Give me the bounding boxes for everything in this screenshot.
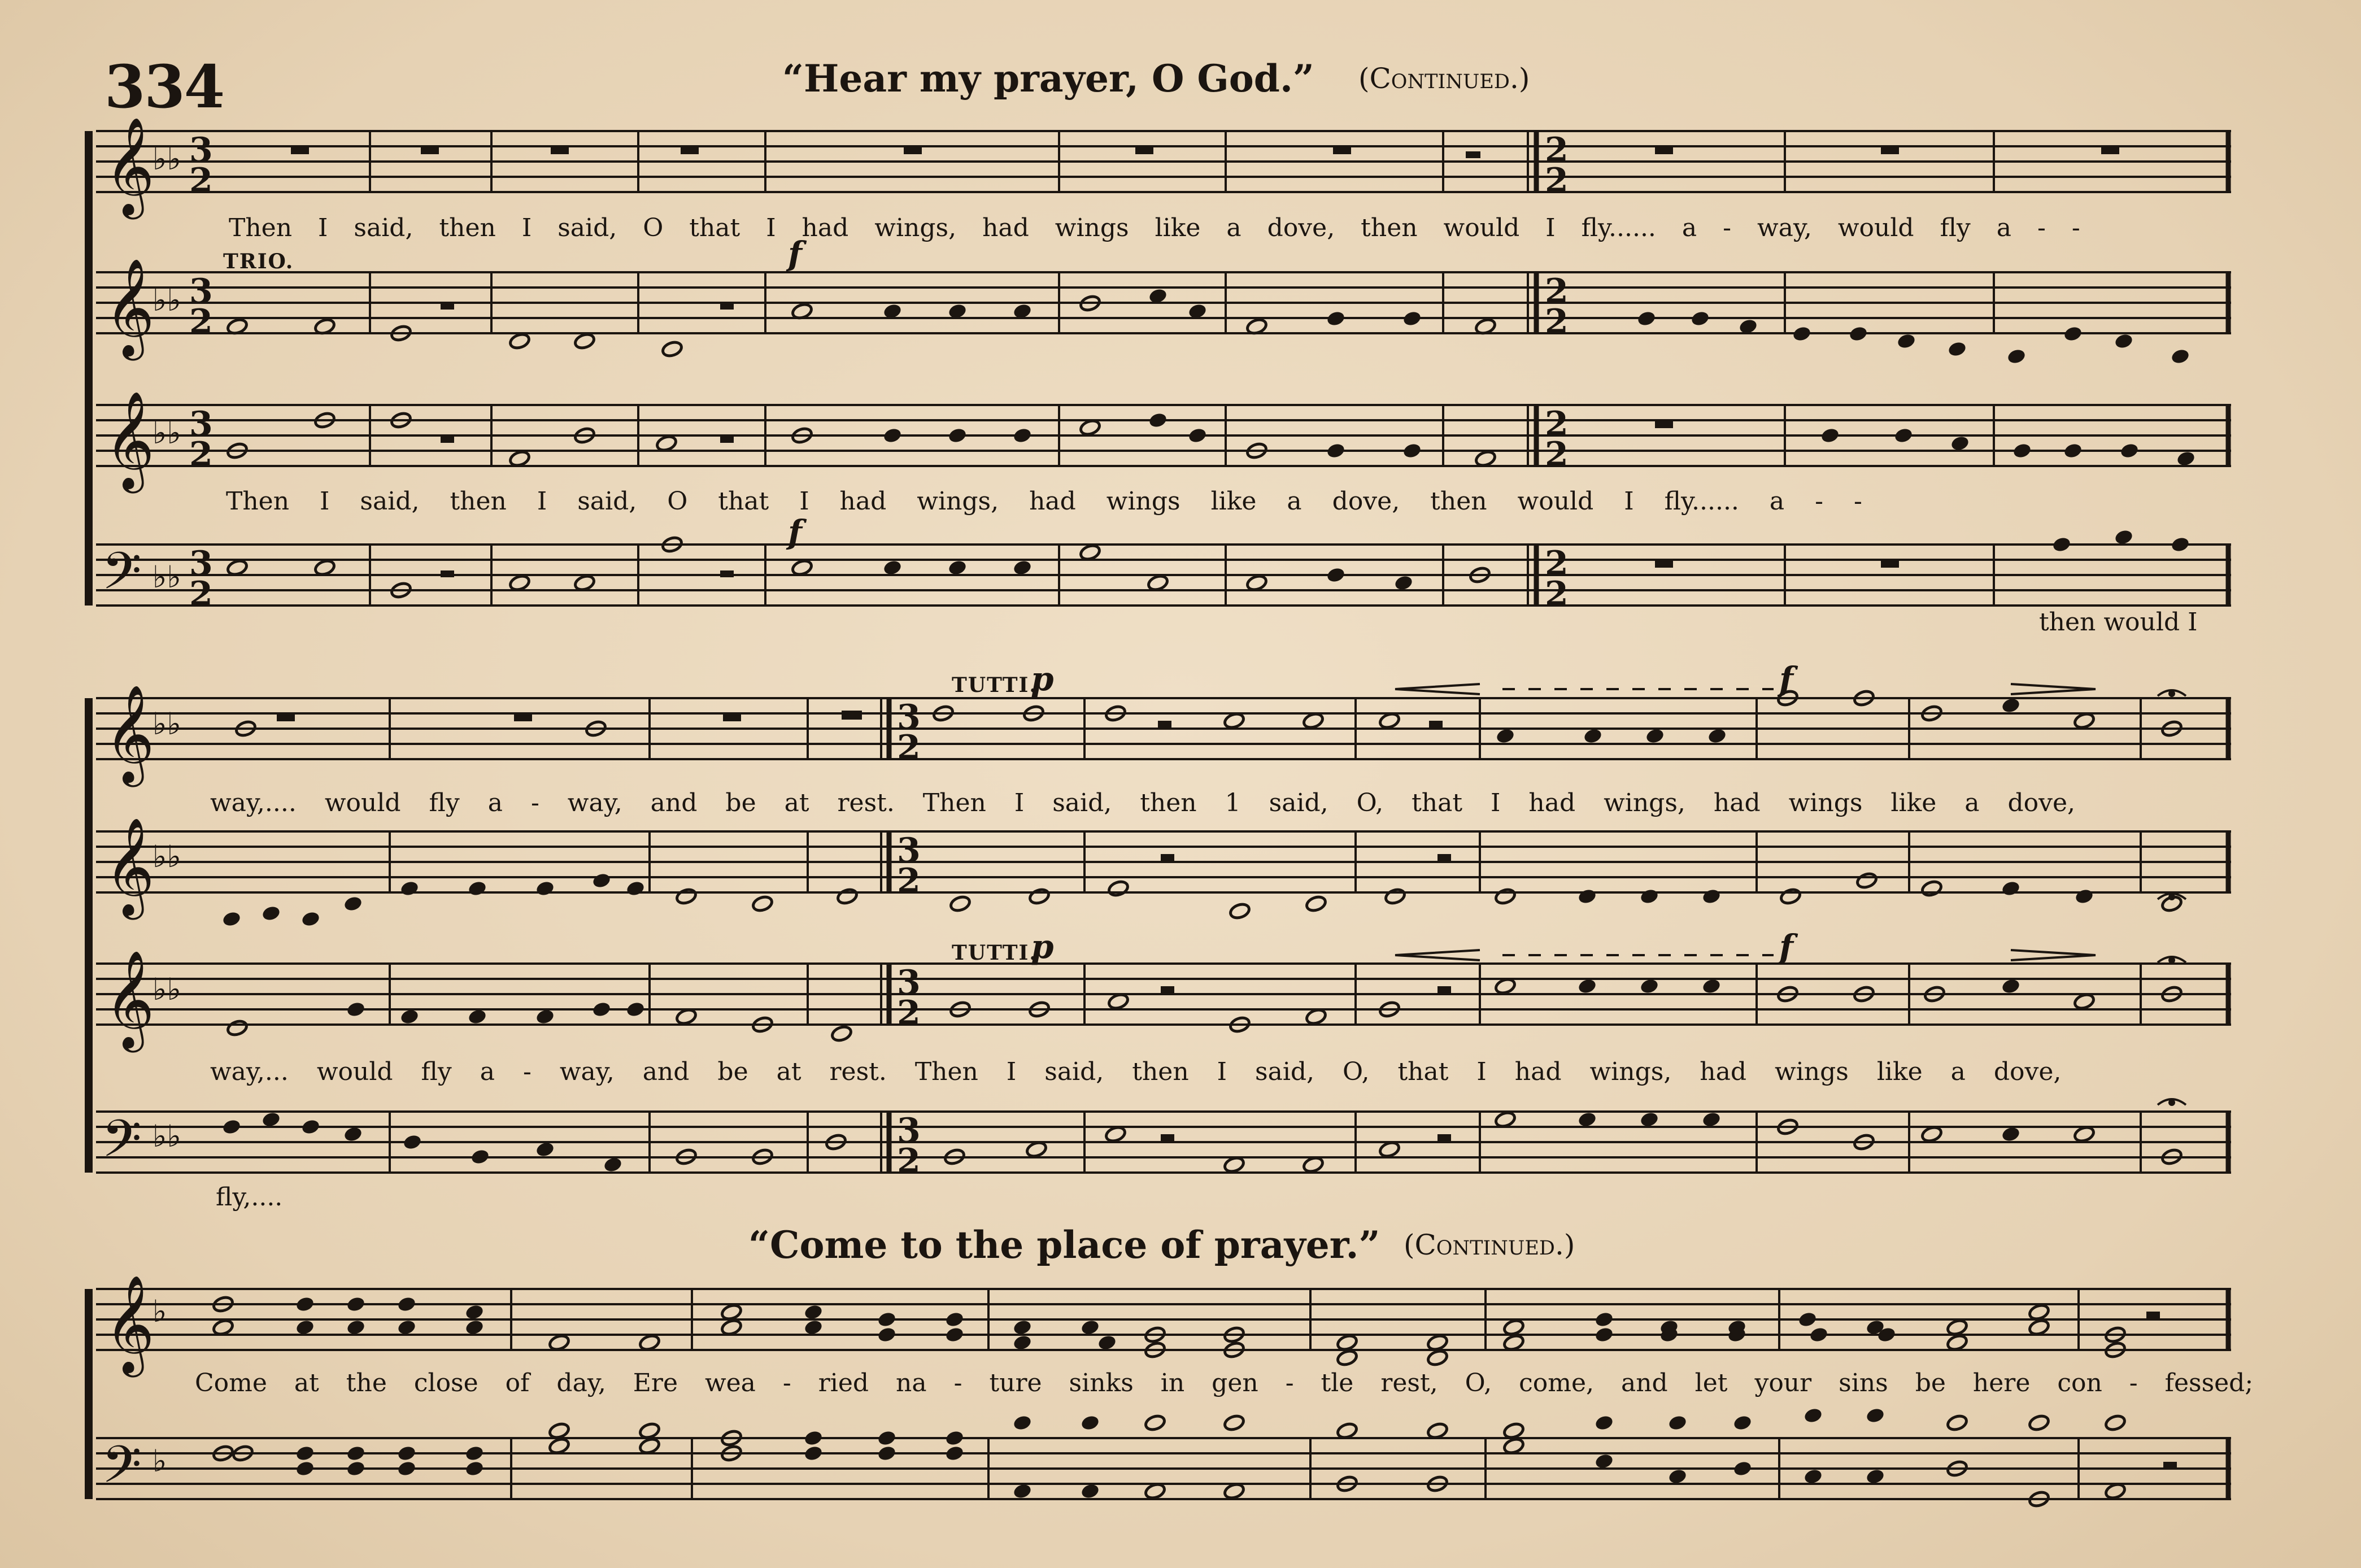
svg-text:3: 3 <box>189 272 213 311</box>
svg-text:𝄞: 𝄞 <box>104 685 155 783</box>
svg-text:2: 2 <box>1545 574 1569 614</box>
svg-text:♭: ♭ <box>153 1293 167 1329</box>
forte-mark: f <box>1779 660 1793 698</box>
svg-text:2: 2 <box>1545 435 1569 474</box>
svg-text:2: 2 <box>189 574 213 614</box>
svg-text:𝄞: 𝄞 <box>104 817 155 916</box>
tutti-label: TUTTI. <box>952 941 1038 965</box>
lyrics-sys1-bass: then would I <box>2039 608 2198 637</box>
system-1 <box>85 131 2231 606</box>
lyrics-sys1-treble: Then I said, then I said, O that I had wings, had wings like a dove, then would I fly...... a - way, would fly a - - <box>229 214 2080 242</box>
fermatas <box>2158 690 2186 1105</box>
svg-text:𝄢: 𝄢 <box>102 1435 142 1507</box>
notes-system-2 <box>221 689 2183 1174</box>
continued-label-1: (Continued.) <box>1358 62 1530 95</box>
svg-text:2: 2 <box>1545 404 1569 444</box>
forte-mark: f <box>1779 927 1793 966</box>
svg-text:𝄞: 𝄞 <box>104 391 155 489</box>
lyrics-sys2-treble: way,.... would fly a - way, and be at rest. Then I said, then 1 said, O, that I had wings, had wings like a dove, <box>210 789 2076 817</box>
svg-text:3: 3 <box>897 1111 921 1151</box>
forte-mark: f <box>788 513 802 551</box>
svg-text:𝄞: 𝄞 <box>104 258 155 356</box>
svg-text:2: 2 <box>1545 130 1569 170</box>
trio-label: TRIO. <box>223 250 294 273</box>
svg-text:2: 2 <box>1545 302 1569 342</box>
svg-text:2: 2 <box>897 728 921 768</box>
piano-mark: p <box>1031 660 1054 698</box>
svg-text:2: 2 <box>1545 272 1569 311</box>
svg-text:2: 2 <box>189 302 213 342</box>
svg-text:2: 2 <box>1545 544 1569 583</box>
lyrics-sys2-bass: fly,.... <box>216 1183 283 1212</box>
piano-mark: p <box>1031 927 1054 966</box>
svg-text:♭♭: ♭♭ <box>153 415 181 451</box>
svg-text:3: 3 <box>189 544 213 583</box>
svg-text:2: 2 <box>189 161 213 201</box>
svg-text:3: 3 <box>189 404 213 444</box>
lyrics-sys2-alto: way,... would fly a - way, and be at rest. Then I said, then I said, O, that I had wings, had wings like a dove, <box>210 1057 2062 1086</box>
svg-text:2: 2 <box>1545 161 1569 201</box>
notes-system-3 <box>212 1295 2126 1508</box>
svg-text:2: 2 <box>897 861 921 901</box>
continued-label-2: (Continued.) <box>1404 1229 1575 1261</box>
svg-text:♭♭: ♭♭ <box>153 1118 181 1154</box>
svg-text:𝄞: 𝄞 <box>104 950 155 1048</box>
svg-text:3: 3 <box>897 831 921 870</box>
svg-text:♭♭: ♭♭ <box>153 559 181 595</box>
svg-text:𝄞: 𝄞 <box>104 117 155 215</box>
svg-text:3: 3 <box>897 963 921 1003</box>
svg-text:𝄢: 𝄢 <box>102 1109 142 1181</box>
barlines-system-2 <box>390 698 2228 1173</box>
system-2 <box>85 698 2231 1173</box>
svg-text:3: 3 <box>189 130 213 170</box>
hairpins <box>1395 684 2096 960</box>
svg-text:♭♭: ♭♭ <box>153 141 181 177</box>
svg-text:♭: ♭ <box>153 1443 167 1479</box>
svg-text:♭♭: ♭♭ <box>153 282 181 318</box>
svg-text:𝄢: 𝄢 <box>102 541 142 613</box>
tutti-label: TUTTI. <box>952 673 1038 697</box>
svg-text:2: 2 <box>189 435 213 474</box>
svg-text:♭♭: ♭♭ <box>153 706 181 742</box>
svg-text:♭♭: ♭♭ <box>153 972 181 1007</box>
page-number: 334 <box>104 52 224 121</box>
forte-mark: f <box>788 234 802 273</box>
svg-text:♭♭: ♭♭ <box>153 839 181 874</box>
svg-text:2: 2 <box>897 1142 921 1181</box>
section-title-hear-my-prayer: “Hear my prayer, O God.” <box>782 56 1314 101</box>
lyrics-sys3: Come at the close of day, Ere wea - ried na - ture sinks in gen - tle rest, O, come, and let your sins be here con - fessed; <box>195 1369 2254 1397</box>
svg-text:2: 2 <box>897 994 921 1033</box>
barlines-system-1 <box>370 131 2228 606</box>
lyrics-sys1-alto: Then I said, then I said, O that I had wings, had wings like a dove, then would I fly...... a - - <box>226 487 1862 516</box>
section-title-come-to-the-place: “Come to the place of prayer.” <box>748 1223 1380 1267</box>
svg-text:3: 3 <box>897 698 921 737</box>
svg-text:𝄞: 𝄞 <box>104 1275 155 1373</box>
